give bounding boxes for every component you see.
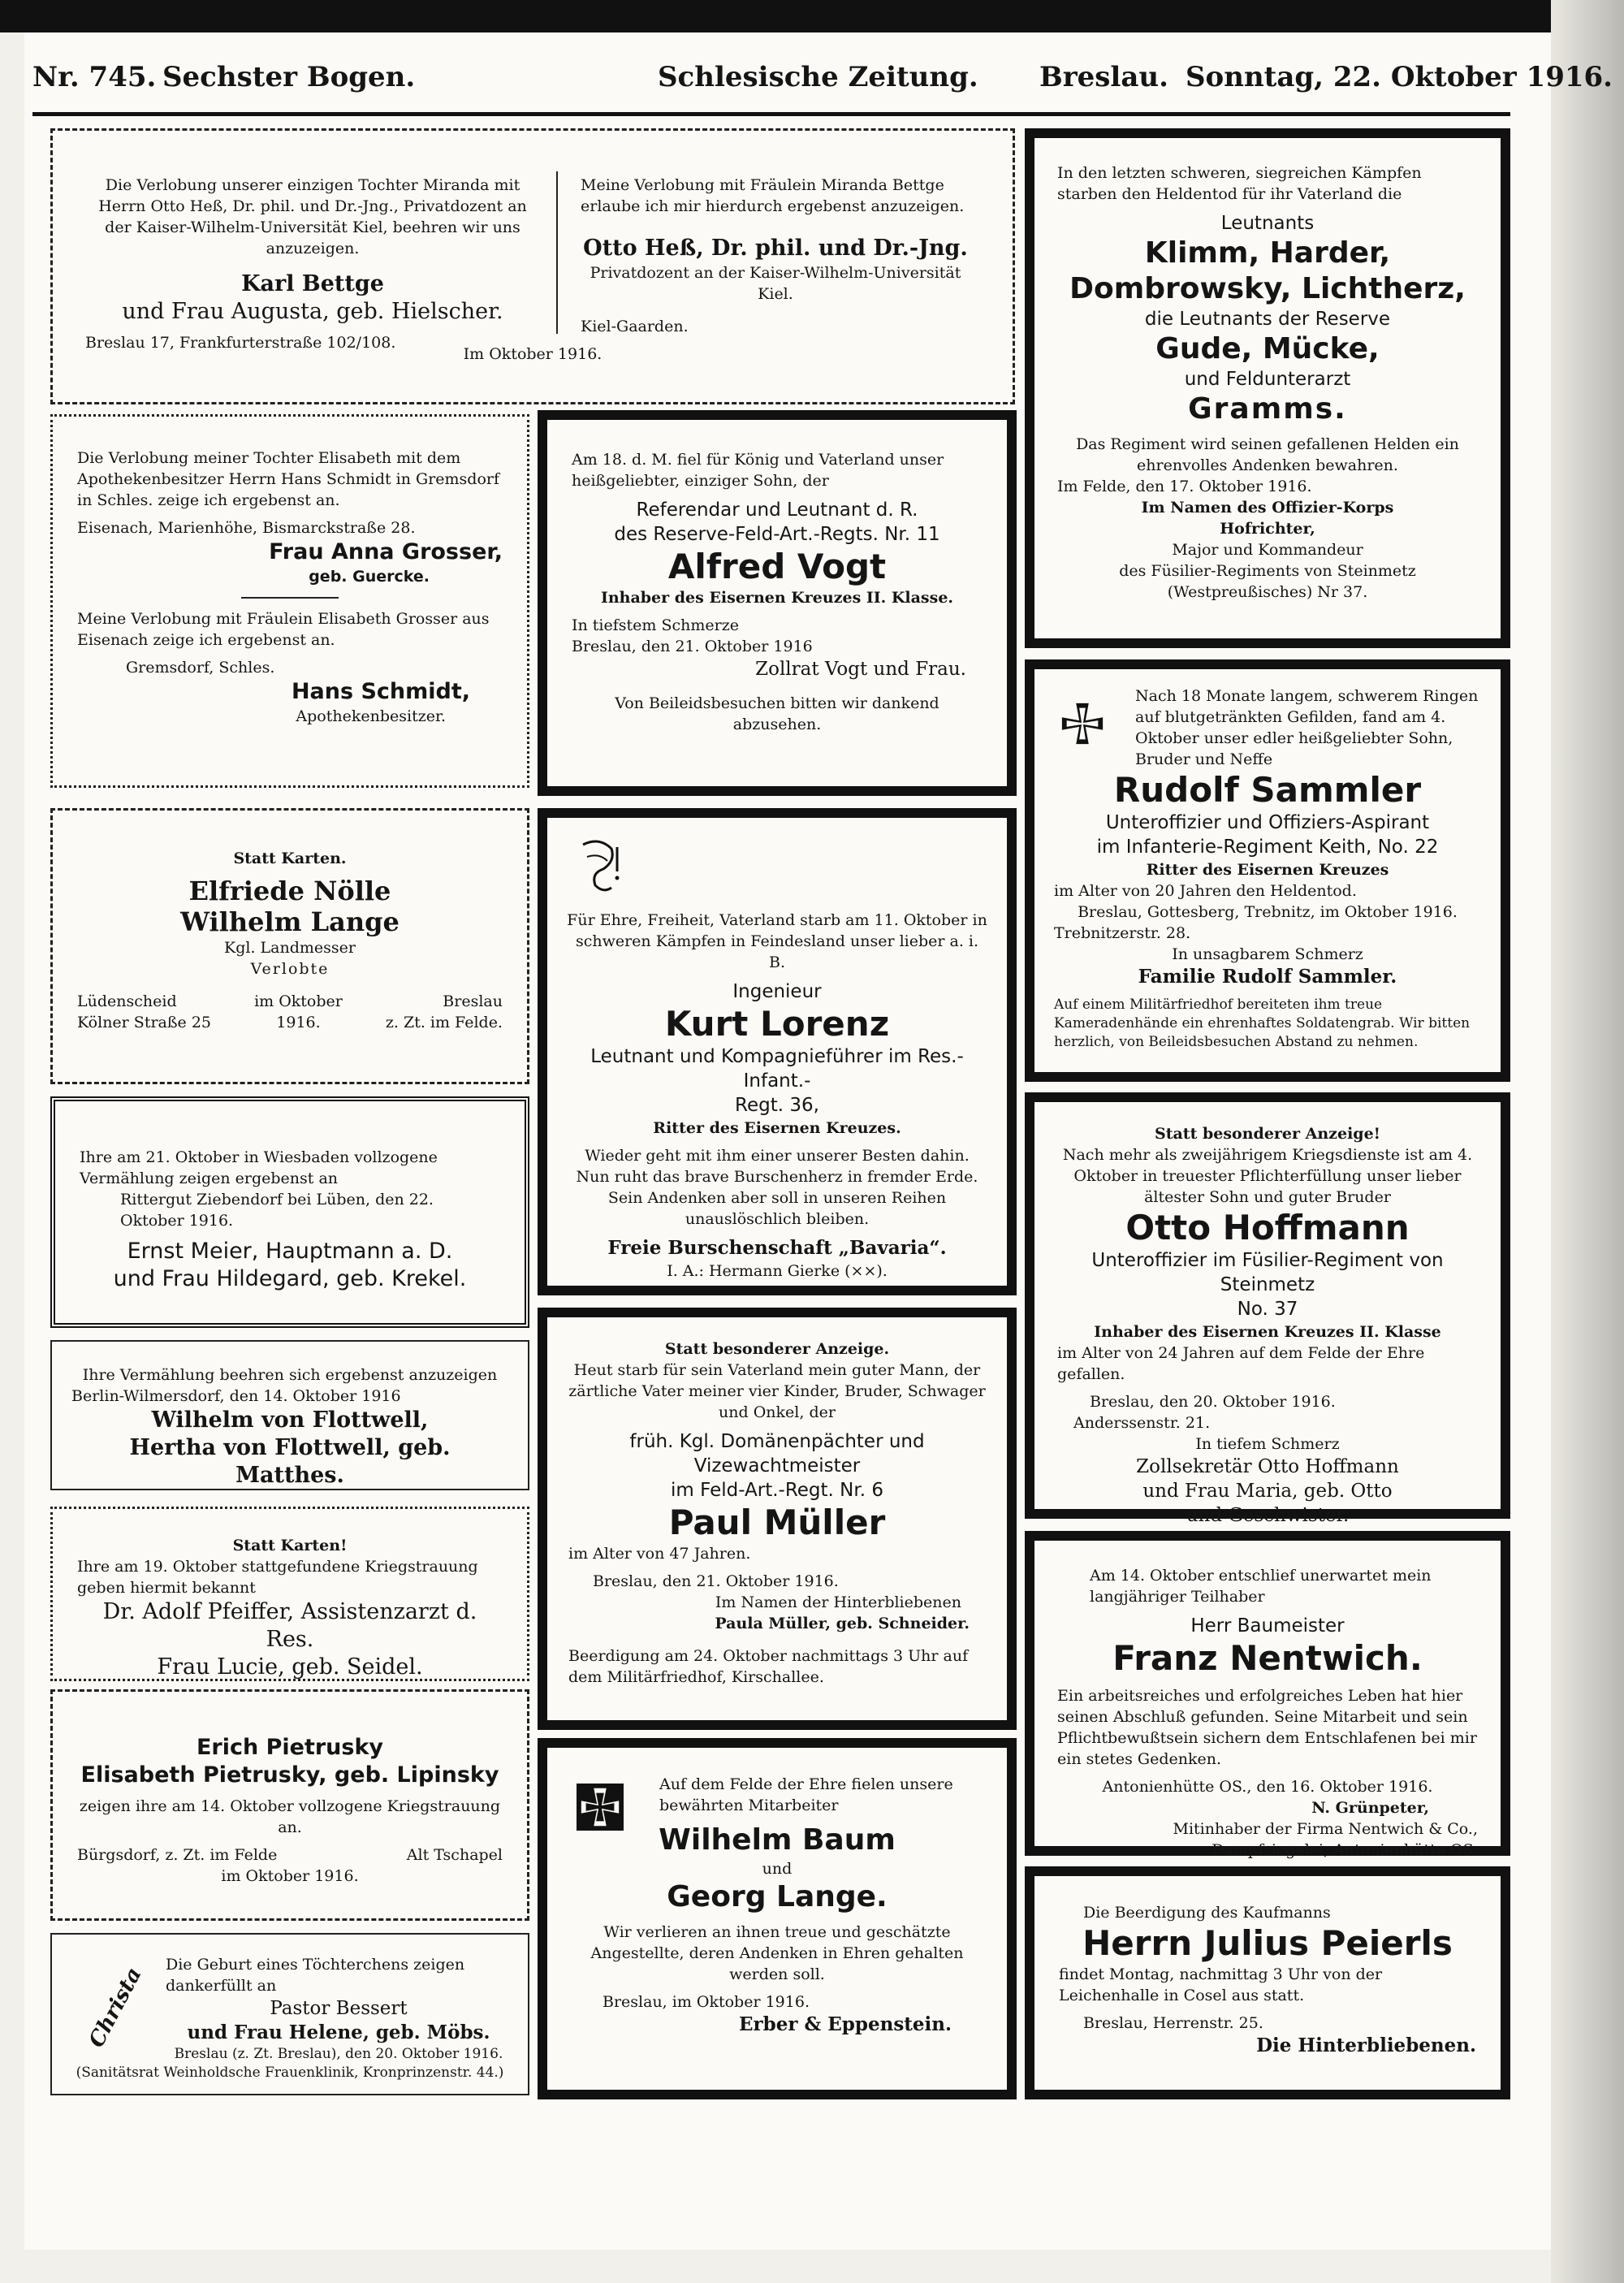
obituary-sammler bbox=[1025, 659, 1510, 1082]
sammler-text: Nach 18 Monate langem, schwerem Ringen auf blutgetränkten Gefilden, fand am 4. Oktober unser edler heißgeliebter Sohn, Bruder und Neffe bbox=[1135, 687, 1479, 768]
meier-name2: und Frau Hildegard, geb. Krekel. bbox=[113, 1266, 467, 1291]
scan-top-edge bbox=[0, 0, 1624, 32]
obituary-baum-lange bbox=[538, 1738, 1017, 2099]
pietrusky-name1: Erich Pietrusky bbox=[196, 1735, 384, 1760]
leutnants-sign2: Hofrichter, bbox=[1220, 520, 1315, 538]
obituary-nentwich bbox=[1025, 1531, 1510, 1859]
lorenz-text2: Wieder geht mit ihm einer unserer Besten dahin. Nun ruht das brave Burschenherz in fremder Erde. Sein Andenken aber soll in unseren Reihen unauslöschlich bleiben. bbox=[576, 1147, 978, 1228]
mueller-text: Heut starb für sein Vaterland mein guter Mann, der zärtliche Vater meiner vier Kinder, Bruder, Schwager und Onkel, der bbox=[568, 1361, 986, 1421]
noelle-label: Verlobte bbox=[250, 960, 330, 978]
hoffmann-age: im Alter von 24 Jahren auf dem Felde der Ehre gefallen. bbox=[1057, 1344, 1425, 1383]
bettge-place: Breslau 17, Frankfurterstraße 102/108. bbox=[85, 334, 396, 352]
sammler-place: Breslau, Gottesberg, Trebnitz, im Oktober 1916. bbox=[1078, 903, 1458, 921]
vogt-name: Alfred Vogt bbox=[667, 547, 887, 586]
pietrusky-date: im Oktober 1916. bbox=[221, 1867, 359, 1885]
pietrusky-name2: Elisabeth Pietrusky, geb. Lipinsky bbox=[80, 1762, 499, 1788]
flottwell-place: Berlin-Wilmersdorf, den 14. Oktober 1916 bbox=[71, 1387, 401, 1405]
lorenz-name: Kurt Lorenz bbox=[664, 1004, 890, 1044]
leutnants-label3: und Feldunterarzt bbox=[1184, 369, 1351, 390]
baum-place: Breslau, im Oktober 1916. bbox=[603, 1993, 810, 2011]
leutnants-sign1: Im Namen des Offizier-Korps bbox=[1141, 499, 1394, 517]
vogt-rank1: Referendar und Leutnant d. R. bbox=[636, 499, 918, 521]
divider bbox=[241, 597, 339, 599]
hoffmann-rank1: Unteroffizier im Füsilier-Regiment von Steinmetz bbox=[1091, 1250, 1444, 1295]
lorenz-title: Ingenieur bbox=[732, 981, 822, 1002]
vogt-rank2: des Reserve-Feld-Art.-Regts. Nr. 11 bbox=[614, 524, 940, 545]
obituary-leutnants bbox=[1025, 128, 1510, 648]
announcement-verlobung-bettge bbox=[50, 128, 1015, 404]
issue-date: Sonntag, 22. Oktober 1916. bbox=[1186, 61, 1613, 93]
announcement-verlobung-noelle bbox=[50, 808, 529, 1084]
page-header bbox=[32, 61, 1613, 110]
meier-place: Rittergut Ziebendorf bei Lüben, den 22. Oktober 1916. bbox=[120, 1191, 434, 1230]
noelle-date2: 1916. bbox=[276, 1014, 321, 1031]
lorenz-sender: Freie Burschenschaft „Bavaria“. bbox=[607, 1237, 947, 1259]
vogt-place: Breslau, den 21. Oktober 1916 bbox=[572, 638, 813, 655]
leutnants-text2: Das Regiment wird seinen gefallenen Helden ein ehrenvolles Andenken bewahren. bbox=[1076, 435, 1459, 474]
leutnants-names4: Gramms. bbox=[1188, 392, 1347, 426]
mueller-head: Statt besonderer Anzeige. bbox=[664, 1340, 890, 1358]
mueller-age: im Alter von 47 Jahren. bbox=[568, 1545, 751, 1563]
bettge-name2: und Frau Augusta, geb. Hielscher. bbox=[122, 299, 503, 324]
sammler-grief: In unsagbarem Schmerz bbox=[1172, 945, 1363, 963]
bessert-child-name: Christa bbox=[84, 1963, 147, 2052]
nentwich-text2: Ein arbeitsreiches und erfolgreiches Leben hat hier seinen Abschluß gefunden. Seine Mitarbeit und sein Pflichtbewußtsein sichern dem Entschlafenen bei mir ein stetes Gedenken. bbox=[1057, 1687, 1477, 1768]
city-label: Breslau. bbox=[1039, 61, 1168, 93]
nentwich-name: Franz Nentwich. bbox=[1112, 1638, 1423, 1678]
baum-text: Auf dem Felde der Ehre fielen unsere bewährten Mitarbeiter bbox=[659, 1775, 953, 1814]
bettge-text: Die Verlobung unserer einzigen Tochter Miranda mit Herrn Otto Heß, Dr. phil. und Dr.-Jng., Privatdozent an der Kaiser-Wilhelm-Universität Kiel, beehren wir uns anzuzeigen. bbox=[98, 176, 527, 257]
hoffmann-head: Statt besonderer Anzeige! bbox=[1155, 1125, 1380, 1143]
lorenz-text: Für Ehre, Freiheit, Vaterland starb am 11. Oktober in schweren Kämpfen in Feindesland unser lieber a. i. B. bbox=[567, 911, 987, 971]
leutnants-label2: die Leutnants der Reserve bbox=[1144, 309, 1391, 330]
newspaper-title: Schlesische Zeitung. bbox=[658, 61, 978, 93]
vogt-honor: Inhaber des Eisernen Kreuzes II. Klasse. bbox=[600, 589, 954, 607]
vogt-text: Am 18. d. M. fiel für König und Vaterland unser heißgeliebter, einziger Sohn, der bbox=[572, 451, 944, 490]
peierls-text: Die Beerdigung des Kaufmanns bbox=[1083, 1904, 1331, 1922]
hoffmann-street: Anderssenstr. 21. bbox=[1073, 1414, 1211, 1432]
pfeiffer-name1: Dr. Adolf Pfeiffer, Assistenzarzt d. Res. bbox=[102, 1599, 477, 1652]
bettge-date: Im Oktober 1916. bbox=[463, 345, 603, 363]
schmidt-name: Hans Schmidt, bbox=[291, 679, 470, 704]
peierls-place: Breslau, Herrenstr. 25. bbox=[1083, 2014, 1263, 2032]
peierls-name: Herrn Julius Peierls bbox=[1082, 1923, 1453, 1963]
hoffmann-place: Breslau, den 20. Oktober 1916. bbox=[1090, 1393, 1336, 1411]
bettge-name: Karl Bettge bbox=[241, 271, 384, 296]
hess-name: Otto Heß, Dr. phil. und Dr.-Jng. bbox=[583, 236, 968, 261]
nentwich-sign3: Dampfziegelei, Antonienhütte OS. bbox=[1212, 1841, 1478, 1859]
grosser-name: Frau Anna Grosser, bbox=[269, 539, 503, 564]
announcement-geburt-bessert bbox=[50, 1933, 529, 2095]
vogt-note: Von Beileidsbesuchen bitten wir dankend abzusehen. bbox=[615, 694, 939, 733]
grosser-place: Eisenach, Marienhöhe, Bismarckstraße 28. bbox=[77, 519, 416, 537]
schmidt-title: Apothekenbesitzer. bbox=[296, 707, 446, 725]
nentwich-place: Antonienhütte OS., den 16. Oktober 1916. bbox=[1102, 1778, 1433, 1796]
hoffmann-honor: Inhaber des Eisernen Kreuzes II. Klasse bbox=[1094, 1323, 1441, 1341]
bessert-name1: Pastor Bessert bbox=[270, 1998, 408, 2019]
announcement-verlobung-grosser bbox=[50, 414, 529, 788]
mueller-family: Paula Müller, geb. Schneider. bbox=[715, 1615, 970, 1632]
noelle-head: Statt Karten. bbox=[233, 850, 347, 867]
sammler-name: Rudolf Sammler bbox=[1113, 770, 1422, 810]
leutnants-sign5: (Westpreußisches) Nr 37. bbox=[1167, 583, 1368, 601]
sammler-note: Auf einem Militärfriedhof bereiteten ihm treue Kameradenhände ein ehrenhaftes Soldatengrab. Wir bitten herzlich, von Beileidsbesuchen Abstand zu nehmen. bbox=[1054, 997, 1471, 1050]
section-label: Sechster Bogen. bbox=[162, 61, 416, 93]
meier-name1: Ernst Meier, Hauptmann a. D. bbox=[127, 1239, 453, 1264]
sammler-honor: Ritter des Eisernen Kreuzes bbox=[1146, 861, 1389, 879]
mueller-rank1: früh. Kgl. Domänenpächter und Vizewachtmeister bbox=[629, 1431, 925, 1477]
mueller-note: Beerdigung am 24. Oktober nachmittags 3 Uhr auf dem Militärfriedhof, Kirschallee. bbox=[568, 1647, 969, 1686]
lorenz-sign: I. A.: Hermann Gierke (××). bbox=[667, 1262, 888, 1280]
nentwich-text: Am 14. Oktober entschlief unerwartet mein langjähriger Teilhaber bbox=[1090, 1567, 1432, 1606]
vogt-family: Zollrat Vogt und Frau. bbox=[755, 659, 966, 680]
issue-number: Nr. 745. bbox=[32, 61, 157, 93]
sammler-street: Trebnitzerstr. 28. bbox=[1054, 924, 1191, 942]
meier-text: Ihre am 21. Oktober in Wiesbaden vollzogene Vermählung zeigen ergebenst an bbox=[80, 1148, 438, 1187]
obituary-lorenz bbox=[538, 808, 1017, 1295]
leutnants-place: Im Felde, den 17. Oktober 1916. bbox=[1057, 478, 1312, 495]
bettge-left-column bbox=[85, 175, 540, 353]
schmidt-text: Meine Verlobung mit Fräulein Elisabeth Grosser aus Eisenach zeige ich ergebenst an. bbox=[77, 610, 490, 649]
flottwell-name2: Hertha von Flottwell, geb. Matthes. bbox=[129, 1435, 451, 1488]
baum-firm: Erber & Eppenstein. bbox=[739, 2013, 952, 2035]
announcement-vermaehlung-meier bbox=[50, 1096, 529, 1328]
noelle-place-left: Lüdenscheid bbox=[77, 992, 177, 1010]
noelle-date: im Oktober bbox=[254, 992, 343, 1010]
bessert-name2: und Frau Helene, geb. Möbs. bbox=[187, 2021, 490, 2043]
hess-right-column bbox=[581, 175, 970, 337]
bessert-clinic: (Sanitätsrat Weinholdsche Frauenklinik, Kronprinzenstr. 44.) bbox=[76, 2065, 504, 2081]
nentwich-title: Herr Baumeister bbox=[1190, 1615, 1345, 1637]
leutnants-sign3: Major und Kommandeur bbox=[1172, 541, 1363, 559]
monogram-icon bbox=[567, 832, 632, 897]
baum-name1: Wilhelm Baum bbox=[659, 1823, 896, 1857]
hess-title: Privatdozent an der Kaiser-Wilhelm-Universität Kiel. bbox=[590, 264, 961, 303]
hoffmann-grief: In tiefem Schmerz bbox=[1195, 1435, 1340, 1453]
grosser-text: Die Verlobung meiner Tochter Elisabeth mit dem Apothekenbesitzer Herrn Hans Schmidt in Gremsdorf in Schles. zeige ich ergebenst an. bbox=[77, 449, 500, 509]
mueller-rank2: im Feld-Art.-Regt. Nr. 6 bbox=[671, 1480, 883, 1501]
flottwell-name1: Wilhelm von Flottwell, bbox=[151, 1407, 429, 1433]
lorenz-rank1: Leutnant und Kompagnieführer im Res.-Infant.- bbox=[590, 1046, 964, 1092]
noelle-title: Kgl. Landmesser bbox=[224, 939, 356, 957]
hess-place: Kiel-Gaarden. bbox=[581, 318, 689, 335]
vogt-grief: In tiefstem Schmerze bbox=[572, 616, 739, 634]
noelle-place-left2: Kölner Straße 25 bbox=[77, 1014, 212, 1031]
mueller-name: Paul Müller bbox=[668, 1503, 886, 1542]
flottwell-text: Ihre Vermählung beehren sich ergebenst anzuzeigen bbox=[82, 1366, 498, 1384]
hoffmann-text: Nach mehr als zweijährigem Kriegsdienste ist am 4. Oktober in treuester Pflichterfüllung unser lieber ältester Sohn und guter Bruder bbox=[1062, 1146, 1473, 1206]
nentwich-sign1: N. Grünpeter, bbox=[1311, 1799, 1429, 1817]
hoffmann-family1: Zollsekretär Otto Hoffmann bbox=[1136, 1456, 1399, 1477]
obituary-vogt bbox=[538, 410, 1017, 796]
peierls-sign: Die Hinterbliebenen. bbox=[1256, 2034, 1476, 2056]
noelle-name2: Wilhelm Lange bbox=[180, 906, 400, 937]
announcement-vermaehlung-flottwell bbox=[50, 1340, 529, 1490]
peierls-text2: findet Montag, nachmittag 3 Uhr von der Leichenhalle in Cosel aus statt. bbox=[1059, 1965, 1383, 2004]
leutnants-sign4: des Füsilier-Regiments von Steinmetz bbox=[1119, 562, 1416, 580]
notice-beerdigung-peierls bbox=[1025, 1866, 1510, 2099]
pfeiffer-head: Statt Karten! bbox=[232, 1537, 348, 1554]
pfeiffer-text: Ihre am 19. Oktober stattgefundene Kriegstrauung geben hiermit bekannt bbox=[77, 1558, 478, 1597]
header-rule bbox=[32, 112, 1510, 116]
hoffmann-family2: und Frau Maria, geb. Otto bbox=[1142, 1481, 1393, 1502]
sammler-rank2: im Infanterie-Regiment Keith, No. 22 bbox=[1096, 837, 1439, 858]
bessert-place: Breslau (z. Zt. Breslau), den 20. Oktober 1916. bbox=[174, 2046, 503, 2062]
pfeiffer-name2: Frau Lucie, geb. Seidel. bbox=[157, 1654, 423, 1680]
nentwich-sign2: Mitinhaber der Firma Nentwich & Co., bbox=[1173, 1820, 1478, 1838]
leutnants-text: In den letzten schweren, siegreichen Kämpfen starben den Heldentod für ihr Vaterland die bbox=[1057, 164, 1422, 203]
leutnants-names1: Klimm, Harder, bbox=[1144, 236, 1391, 270]
leutnants-label1: Leutnants bbox=[1220, 213, 1315, 234]
leutnants-names3: Gude, Mücke, bbox=[1155, 332, 1380, 365]
sammler-age: im Alter von 20 Jahren den Heldentod. bbox=[1054, 882, 1357, 900]
obituary-mueller bbox=[538, 1308, 1017, 1730]
announcement-kriegstrauung-pfeiffer bbox=[50, 1507, 529, 1681]
hoffmann-family3: und Geschwister. bbox=[1186, 1505, 1350, 1526]
announcement-kriegstrauung-pietrusky bbox=[50, 1689, 529, 1921]
bessert-text: Die Geburt eines Töchterchens zeigen dankerfüllt an bbox=[166, 1956, 465, 1995]
column-divider bbox=[556, 171, 558, 334]
schmidt-place: Gremsdorf, Schles. bbox=[126, 659, 275, 677]
lorenz-honor: Ritter des Eisernen Kreuzes. bbox=[653, 1119, 901, 1137]
sammler-family: Familie Rudolf Sammler. bbox=[1138, 966, 1397, 988]
mueller-grief: Im Namen der Hinterbliebenen bbox=[715, 1593, 961, 1611]
hess-text: Meine Verlobung mit Fräulein Miranda Bettge erlaube ich mir hierdurch ergebenst anzuzeigen. bbox=[581, 176, 965, 215]
grosser-name-b: geb. Guercke. bbox=[309, 568, 430, 586]
pietrusky-place-left: Bürgsdorf, z. Zt. im Felde bbox=[77, 1846, 278, 1864]
baum-text2: Wir verlieren an ihnen treue und geschätzte Angestellte, deren Andenken in Ehren gehalten werden soll. bbox=[590, 1923, 964, 1983]
baum-name2: Georg Lange. bbox=[667, 1880, 888, 1913]
hoffmann-rank2: No. 37 bbox=[1237, 1299, 1298, 1320]
obituary-hoffmann bbox=[1025, 1092, 1510, 1526]
noelle-place-right: Breslau bbox=[443, 992, 503, 1010]
leutnants-names2: Dombrowsky, Lichtherz, bbox=[1069, 272, 1466, 305]
sammler-rank1: Unteroffizier und Offiziers-Aspirant bbox=[1105, 812, 1430, 833]
baum-und: und bbox=[762, 1860, 793, 1878]
noelle-name1: Elfriede Nölle bbox=[188, 876, 391, 906]
lorenz-rank2: Regt. 36, bbox=[735, 1095, 819, 1116]
mueller-place: Breslau, den 21. Oktober 1916. bbox=[593, 1572, 839, 1590]
pietrusky-place-right: Alt Tschapel bbox=[406, 1846, 503, 1864]
noelle-place-right2: z. Zt. im Felde. bbox=[385, 1014, 503, 1031]
hoffmann-name: Otto Hoffmann bbox=[1125, 1208, 1410, 1247]
scan-right-edge bbox=[1551, 0, 1624, 2283]
pietrusky-text: zeigen ihre am 14. Oktober vollzogene Kriegstrauung an. bbox=[79, 1797, 501, 1836]
